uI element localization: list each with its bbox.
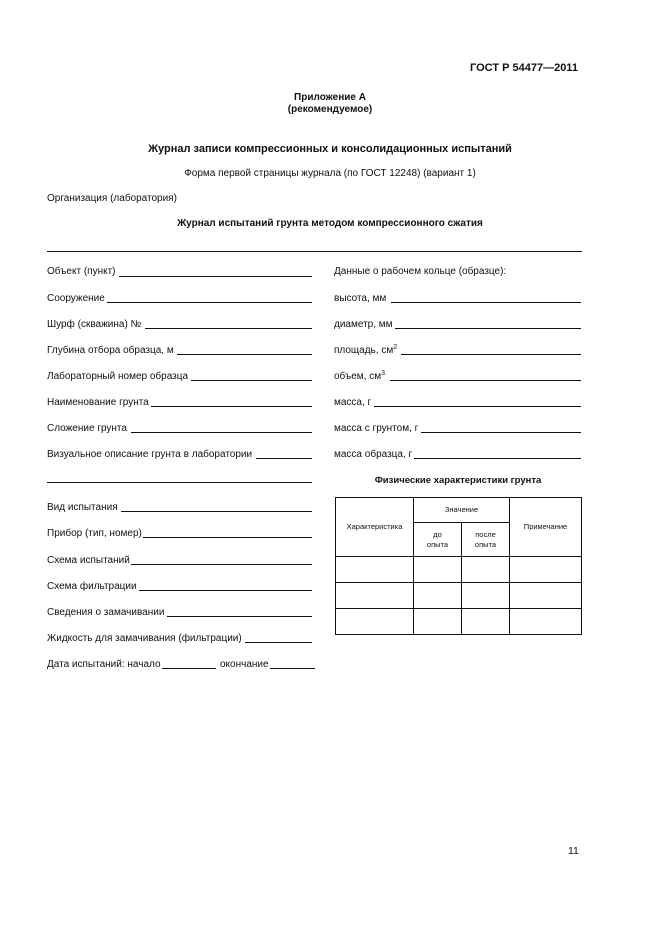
area-label: [334, 345, 397, 357]
depth-field[interactable]: [177, 354, 312, 355]
visual-description-label: Визуальное описание грунта в лаборатории: [47, 449, 253, 460]
col-after-line1: после: [475, 529, 496, 539]
table-row: [336, 609, 582, 635]
area-exponent: 2: [393, 344, 398, 351]
test-type-field[interactable]: [121, 511, 312, 512]
mass-with-soil-field[interactable]: [421, 432, 581, 433]
area-label-text: площадь, см: [334, 345, 394, 356]
soil-composition-label: Сложение грунта: [47, 423, 127, 434]
filtration-scheme-field[interactable]: [139, 590, 312, 591]
table-cell[interactable]: [462, 583, 510, 609]
soaking-info-field[interactable]: [167, 616, 312, 617]
volume-label: [334, 371, 385, 383]
phys-table-title: Физические характеристики грунта: [374, 475, 542, 486]
object-label: Объект (пункт): [47, 266, 116, 277]
table-row: [336, 583, 582, 609]
soaking-liquid-label: Жидкость для замачивания (фильтрации): [47, 633, 242, 644]
table-cell[interactable]: [510, 583, 582, 609]
sample-mass-field[interactable]: [414, 458, 581, 459]
mass-field[interactable]: [374, 406, 581, 407]
table-cell[interactable]: [462, 557, 510, 583]
soil-name-label: Наименование грунта: [47, 397, 149, 408]
organization-label: Организация (лаборатория): [47, 193, 177, 204]
soaking-info-label: Сведения о замачивании: [47, 607, 165, 618]
table-cell[interactable]: [336, 557, 414, 583]
visual-description-field-2[interactable]: [47, 482, 312, 483]
test-dates-label: Дата испытаний: начало: [47, 659, 161, 670]
test-start-field[interactable]: [162, 668, 216, 669]
col-characteristic: Характеристика: [336, 498, 414, 557]
soil-composition-field[interactable]: [131, 432, 312, 433]
pit-field[interactable]: [145, 328, 312, 329]
phys-table-header-row: [336, 498, 582, 523]
table-cell[interactable]: [414, 583, 462, 609]
sample-mass-label: масса образца, г: [334, 449, 413, 460]
col-before-line2: опыта: [426, 539, 449, 549]
appendix-subtitle: (рекомендуемое): [287, 104, 373, 115]
col-value: Значение: [414, 498, 510, 523]
table-cell[interactable]: [414, 557, 462, 583]
phys-table: [335, 497, 582, 635]
header-rule: [47, 251, 582, 252]
standard-number: ГОСТ Р 54477—2011: [470, 62, 578, 74]
volume-field[interactable]: [390, 380, 581, 381]
test-type-label: Вид испытания: [47, 502, 118, 513]
diameter-field[interactable]: [395, 328, 581, 329]
table-cell[interactable]: [336, 583, 414, 609]
soil-name-field[interactable]: [151, 406, 312, 407]
mass-label: масса, г: [334, 397, 372, 408]
soaking-liquid-field[interactable]: [245, 642, 312, 643]
mass-with-soil-label: масса с грунтом, г: [334, 423, 419, 434]
ring-data-label: Данные о рабочем кольце (образце):: [334, 266, 507, 277]
height-field[interactable]: [391, 302, 581, 303]
object-field[interactable]: [119, 276, 312, 277]
col-before-line1: до: [433, 529, 442, 539]
page-number: 11: [568, 845, 579, 857]
test-end-label: окончание: [220, 659, 269, 670]
table-cell[interactable]: [510, 609, 582, 635]
table-cell[interactable]: [336, 609, 414, 635]
col-after: [462, 523, 510, 557]
journal-subtitle: Журнал испытаний грунта методом компрессионного сжатия: [177, 218, 483, 229]
height-label: высота, мм: [334, 293, 387, 304]
filtration-scheme-label: Схема фильтрации: [47, 581, 137, 592]
col-after-line2: опыта: [474, 539, 497, 549]
table-row: [336, 557, 582, 583]
col-before: [414, 523, 462, 557]
depth-label: Глубина отбора образца, м: [47, 345, 174, 356]
volume-label-text: объем, см: [334, 371, 382, 382]
structure-label: Сооружение: [47, 293, 105, 304]
device-field[interactable]: [143, 537, 312, 538]
form-note: Форма первой страницы журнала (по ГОСТ 12248) (вариант 1): [184, 168, 476, 179]
device-label: Прибор (тип, номер): [47, 528, 142, 539]
test-end-field[interactable]: [270, 668, 315, 669]
table-cell[interactable]: [414, 609, 462, 635]
test-scheme-field[interactable]: [131, 564, 312, 565]
volume-exponent: 3: [381, 370, 385, 377]
pit-label: Шурф (скважина) №: [47, 319, 142, 330]
table-cell[interactable]: [510, 557, 582, 583]
journal-title: Журнал записи компрессионных и консолидационных испытаний: [148, 143, 512, 155]
col-note: Примечание: [510, 498, 582, 557]
appendix-title: Приложение А: [294, 92, 366, 103]
lab-number-field[interactable]: [191, 380, 312, 381]
diameter-label: диаметр, мм: [334, 319, 393, 330]
structure-field[interactable]: [107, 302, 312, 303]
area-field[interactable]: [401, 354, 581, 355]
visual-description-field[interactable]: [256, 458, 312, 459]
table-cell[interactable]: [462, 609, 510, 635]
lab-number-label: Лабораторный номер образца: [47, 371, 189, 382]
test-scheme-label: Схема испытаний: [47, 555, 130, 566]
